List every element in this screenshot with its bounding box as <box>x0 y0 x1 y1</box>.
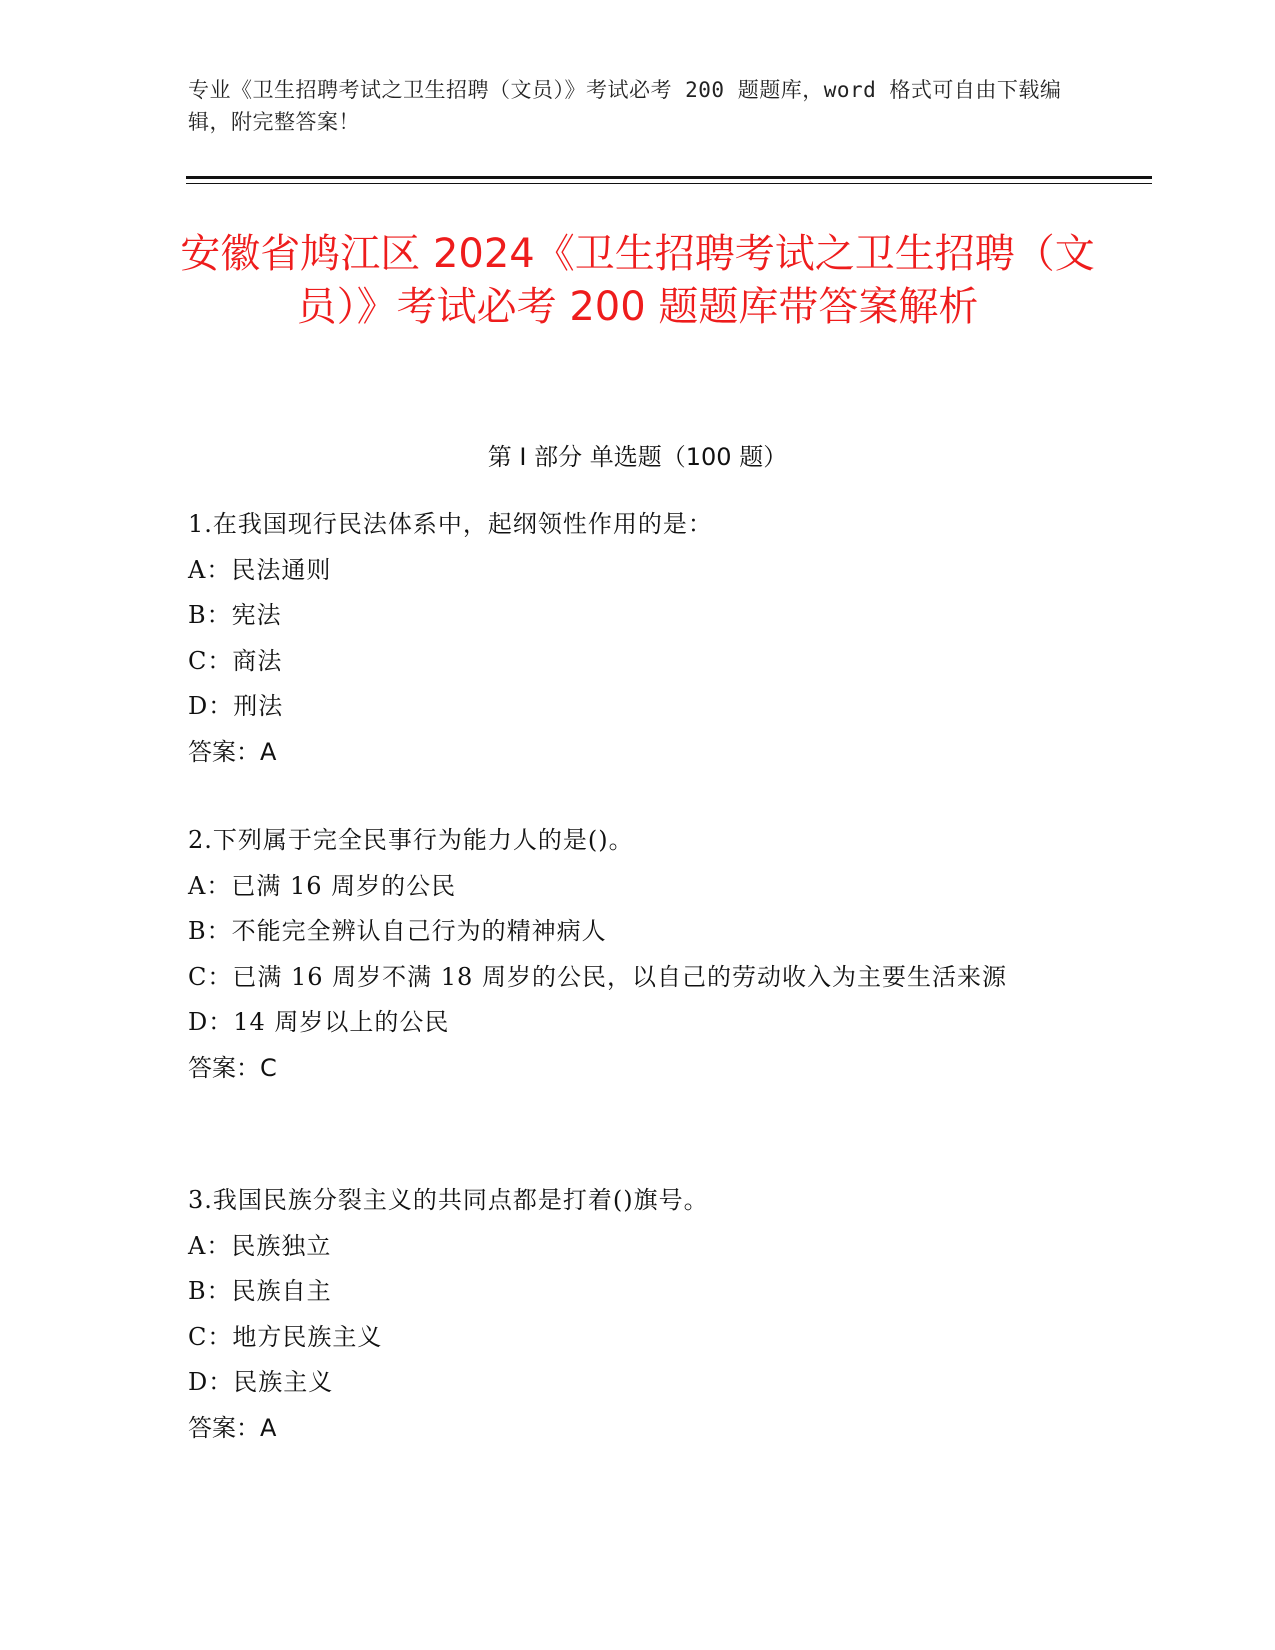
option-c: C：商法 <box>188 646 283 675</box>
question-2 <box>188 818 1088 1091</box>
header-note: 专业《卫生招聘考试之卫生招聘（文员）》考试必考 200 题题库，word 格式可自由下载编辑，附完整答案！ <box>188 78 1062 134</box>
question-stem: 3.我国民族分裂主义的共同点都是打着()旗号。 <box>188 1186 709 1214</box>
option-b: B：不能完全辨认自己行为的精神病人 <box>188 917 607 945</box>
option-c: C：地方民族主义 <box>188 1322 383 1351</box>
option-d: D：民族主义 <box>188 1368 334 1396</box>
document-title: 安徽省鸠江区 2024《卫生招聘考试之卫生招聘（文员）》考试必考 200 题题库带答案解析 <box>180 231 1095 330</box>
header-rule-thin <box>186 183 1152 184</box>
option-a: A：民法通则 <box>188 555 332 584</box>
question-1 <box>188 502 1088 775</box>
header-rule-thick <box>186 176 1152 179</box>
option-a: A：已满 16 周岁的公民 <box>188 871 457 900</box>
question-stem: 1.在我国现行民法体系中，起纲领性作用的是： <box>188 510 713 538</box>
section-heading: 第 I 部分 单选题（100 题） <box>487 443 788 471</box>
option-a: A：民族独立 <box>188 1231 332 1260</box>
option-d: D：刑法 <box>188 692 284 720</box>
option-b: B：宪法 <box>188 601 282 629</box>
option-b: B：民族自主 <box>188 1277 332 1305</box>
answer-line: 答案：A <box>188 737 277 766</box>
question-stem: 2.下列属于完全民事行为能力人的是()。 <box>188 826 634 854</box>
answer-line: 答案：A <box>188 1413 277 1442</box>
option-c: C：已满 16 周岁不满 18 周岁的公民，以自己的劳动收入为主要生活来源 <box>188 962 1007 991</box>
answer-line: 答案：C <box>188 1053 277 1082</box>
question-3 <box>188 1178 1088 1451</box>
option-d: D：14 周岁以上的公民 <box>188 1008 450 1036</box>
